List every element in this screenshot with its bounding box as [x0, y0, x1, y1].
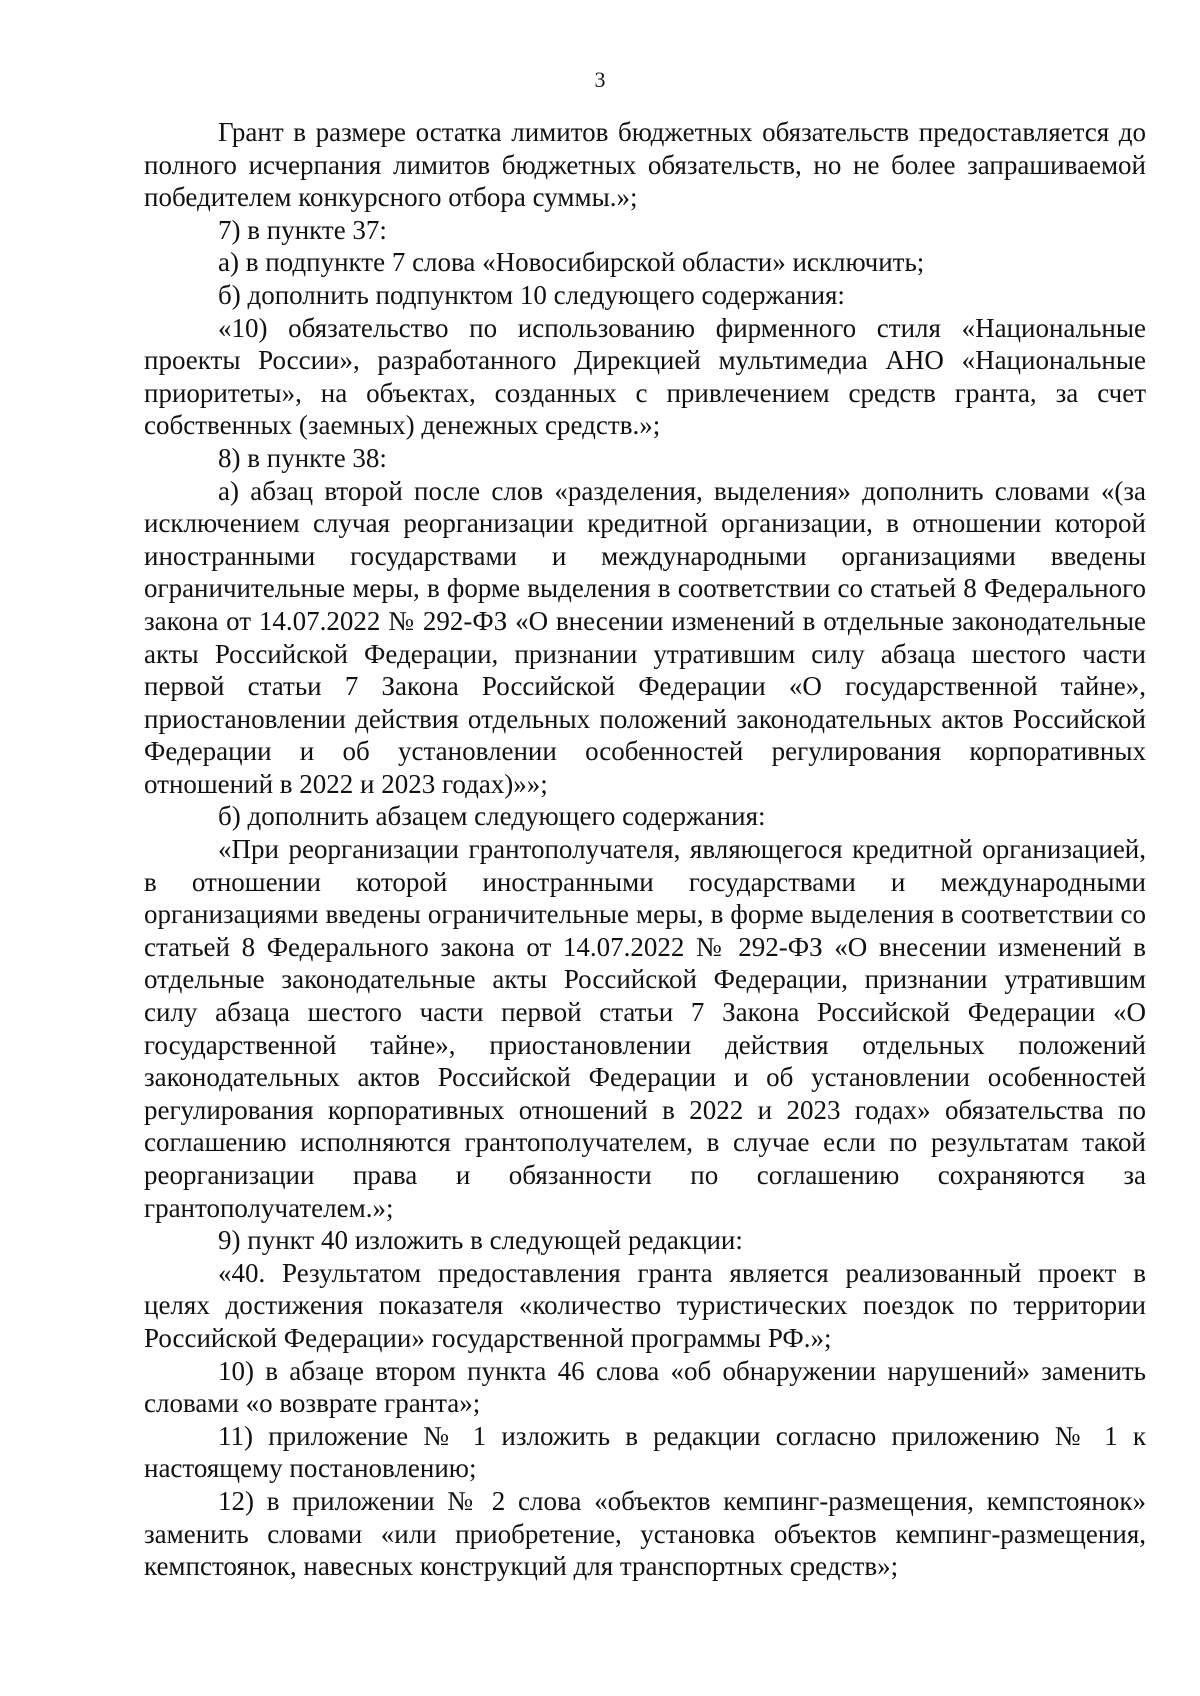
paragraph-item-8a: а) абзац второй после слов «разделения, выделения» дополнить словами «(за исключением случая реорганизации кредитной организации, в отношении которой иностранными государствами и международными организациями введены ограничительные меры, в форме выделения в соответствии со статьей 8 Федерального закона от 14.07.2022 № 292-ФЗ «О внесении изменений в отдельные законодательные акты Российской Федерации, признании утратившим силу абзаца шестого части первой статьи 7 Закона Российской Федерации «О государственной тайне», приостановлении действия отдельных положений законодательных актов Российской Федерации и об установлении особенностей регулирования корпоративных отношений в 2022 и 2023 годах)»»;: [144, 475, 1146, 799]
document-body: [144, 116, 1146, 1583]
paragraph-item-9: 9) пункт 40 изложить в следующей редакции:: [218, 1225, 743, 1256]
paragraph-reorganization: «При реорганизации грантополучателя, являющегося кредитной организацией, в отношении которой иностранными государствами и международными организациями введены ограничительные меры, в форме выделения в соответствии со статьей 8 Федерального закона от 14.07.2022 № 292-ФЗ «О внесении изменений в отдельные законодательные акты Российской Федерации, признании утратившим силу абзаца шестого части первой статьи 7 Закона Российской Федерации «О государственной тайне», приостановлении действия отдельных положений законодательных актов Российской Федерации и об установлении особенностей регулирования корпоративных отношений в 2022 и 2023 годах» обязательства по соглашению исполняются грантополучателем, в случае если по результатам такой реорганизации права и обязанности по соглашению сохраняются за грантополучателем.»;: [144, 834, 1146, 1223]
paragraph-item-7a: а) в подпункте 7 слова «Новосибирской области» исключить;: [218, 247, 925, 278]
paragraph-grant-limit: Грант в размере остатка лимитов бюджетных обязательств предоставляется до полного исчерпания лимитов бюджетных обязательств, но не более запрашиваемой победителем конкурсного отбора суммы.»;: [144, 117, 1146, 213]
paragraph-item-8b: б) дополнить абзацем следующего содержания:: [218, 801, 766, 832]
paragraph-item-7b: б) дополнить подпунктом 10 следующего содержания:: [218, 279, 845, 310]
paragraph-item-40: «40. Результатом предоставления гранта является реализованный проект в целях достижения показателя «количество туристических поездок по территории Российской Федерации» государственной программы РФ.»;: [144, 1257, 1146, 1353]
paragraph-item-10: 10) в абзаце втором пункта 46 слова «об обнаружении нарушений» заменить словами «о возврате гранта»;: [144, 1355, 1146, 1419]
paragraph-item-12: 12) в приложении № 2 слова «объектов кемпинг-размещения, кемпстоянок» заменить словами «или приобретение, установка объектов кемпинг-размещения, кемпстоянок, навесных конструкций для транспортных средств»;: [144, 1485, 1146, 1582]
paragraph-item-11: 11) приложение № 1 изложить в редакции согласно приложению № 1 к настоящему постановлению;: [144, 1420, 1146, 1484]
paragraph-item-7: 7) в пункте 37:: [218, 214, 387, 245]
paragraph-item-8: 8) в пункте 38:: [218, 442, 387, 473]
paragraph-subitem-10: «10) обязательство по использованию фирменного стиля «Национальные проекты России», разработанного Дирекцией мультимедиа АНО «Национальные приоритеты», на объектах, созданных с привлечением средств гранта, за счет собственных (заемных) денежных средств.»;: [144, 312, 1146, 441]
page-number: 3: [594, 67, 606, 92]
